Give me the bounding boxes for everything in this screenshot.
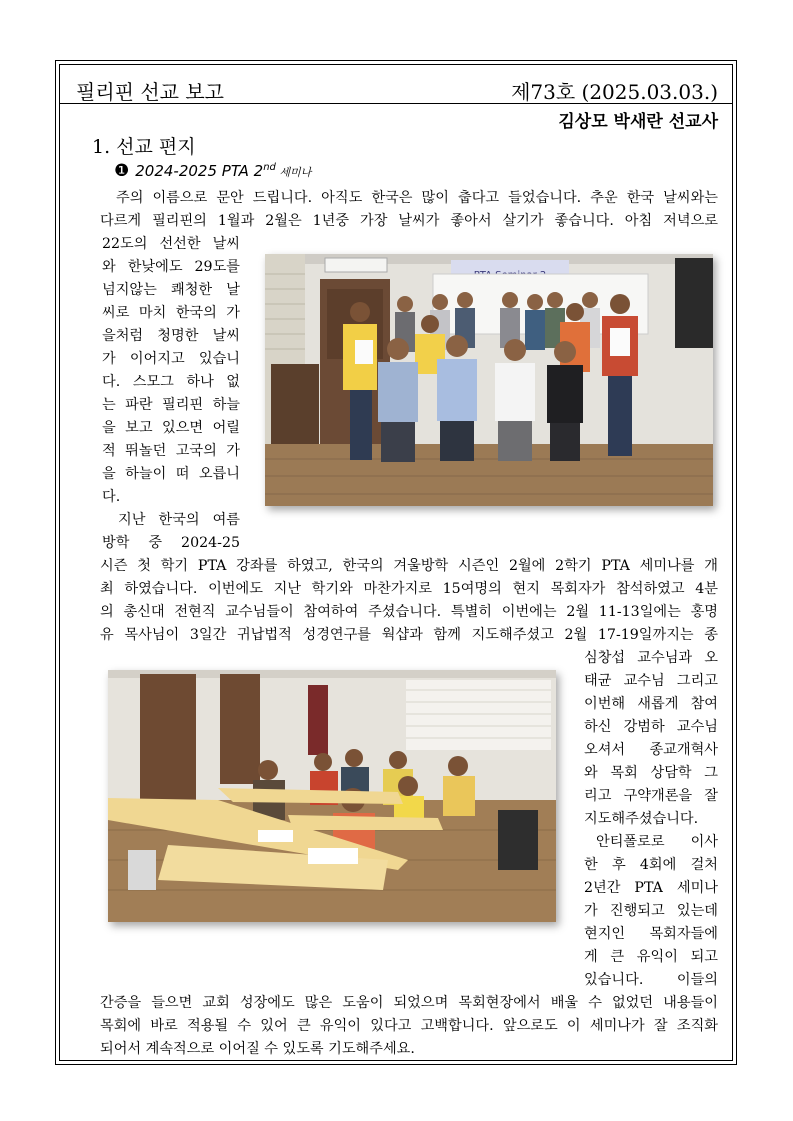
body-line: 오셔서 종교개혁사 xyxy=(584,742,718,758)
subsection-sup: nd xyxy=(263,162,276,173)
body-line: 가 이어지고 있습니 xyxy=(102,351,240,367)
body-line: 있습니다. 이들의 xyxy=(584,972,718,988)
body-line: 지도해주셨습니다. xyxy=(584,811,699,827)
body-line: 22도의 선선한 날씨 xyxy=(102,236,240,252)
body-line: 최 하였습니다. 이번에도 지난 학기와 마찬가지로 15여명의 현지 목회자가 참석하였고 4분 xyxy=(100,581,718,597)
body-line: 심창섭 교수님과 오 xyxy=(584,650,718,666)
classroom-photo xyxy=(108,670,556,922)
authors: 김상모 박새란 선교사 xyxy=(558,112,718,132)
body-line: 다. 스모그 하나 없 xyxy=(102,374,240,390)
subsection-suffix: 세미나 xyxy=(275,166,312,179)
section-title: 1. 선교 편지 xyxy=(92,136,196,158)
body-line: 주의 이름으로 문안 드립니다. 아직도 한국은 많이 춥다고 들었습니다. 추운 한국 날씨와는 xyxy=(116,190,718,206)
body-line: 안티폴로로 이사 xyxy=(596,834,718,850)
issue-number: 제73호 (2025.03.03.) xyxy=(511,80,718,104)
body-line: 시즌 첫 학기 PTA 강좌를 하였고, 한국의 겨울방학 시즌인 2월에 2학기 PTA 세미나를 개 xyxy=(100,558,718,574)
body-line: 되어서 계속적으로 이어질 수 있도록 기도해주세요. xyxy=(100,1041,415,1057)
body-line: 을 보고 있으면 어릴 xyxy=(102,420,240,436)
body-line: 넘지않는 쾌청한 날 xyxy=(102,282,240,298)
body-line: 의 총신대 전현직 교수님들이 참여하여 주셨습니다. 특별히 이번에는 2월 11-13일에는 홍명 xyxy=(100,604,718,620)
bullet-number: ❶ xyxy=(114,161,130,181)
body-line: 태균 교수님 그리고 xyxy=(584,673,718,689)
body-line: 을 하늘이 떠 오릅니 xyxy=(102,466,240,482)
body-line: 목회에 바로 적용될 수 있어 큰 유익이 있다고 고백합니다. 앞으로도 이 세미나가 잘 조직화 xyxy=(100,1018,718,1034)
group-photo xyxy=(265,254,713,506)
body-line: 다. xyxy=(102,489,121,505)
body-line: 하신 강범하 교수님 xyxy=(584,719,718,735)
body-line: 지난 한국의 여름 xyxy=(118,512,240,528)
body-line: 리고 구약개론을 잘 xyxy=(584,788,718,804)
body-line: 한 후 4회에 걸처 xyxy=(584,857,718,873)
body-line: 게 큰 유익이 되고 xyxy=(584,949,718,965)
body-line: 2년간 PTA 세미나 xyxy=(584,880,718,896)
body-line: 방학 중 2024-25 xyxy=(102,535,240,551)
body-line: 유 목사님이 3일간 귀납법적 성경연구를 웍샵과 함께 지도해주셨고 2월 17-19일까지는 종 xyxy=(100,627,718,643)
subsection-title xyxy=(114,161,311,181)
newsletter-title: 필리핀 선교 보고 xyxy=(76,80,224,104)
body-line: 와 한낮에도 29도를 xyxy=(102,259,240,275)
body-line: 이번해 새롭게 참여 xyxy=(584,696,718,712)
body-line: 현지인 목회자들에 xyxy=(584,926,718,942)
header-divider xyxy=(59,103,733,104)
body-line: 간증을 들으면 교회 성장에도 많은 도움이 되었으며 목회현장에서 배울 수 없었던 내용들이 xyxy=(100,995,718,1011)
body-line: 씨로 마치 한국의 가 xyxy=(102,305,240,321)
body-line: 을처럼 청명한 날씨 xyxy=(102,328,240,344)
body-line: 적 뛰놀던 고국의 가 xyxy=(102,443,240,459)
body-line: 와 목회 상담학 그 xyxy=(584,765,718,781)
body-line: 는 파란 필리핀 하늘 xyxy=(102,397,240,413)
body-line: 가 진행되고 있는데 xyxy=(584,903,718,919)
body-line: 다르게 필리핀의 1월과 2월은 1년중 가장 날씨가 좋아서 살기가 좋습니다. 아침 저녁으로 xyxy=(100,213,718,229)
subsection-text: 2024-2025 PTA 2 xyxy=(135,162,264,180)
